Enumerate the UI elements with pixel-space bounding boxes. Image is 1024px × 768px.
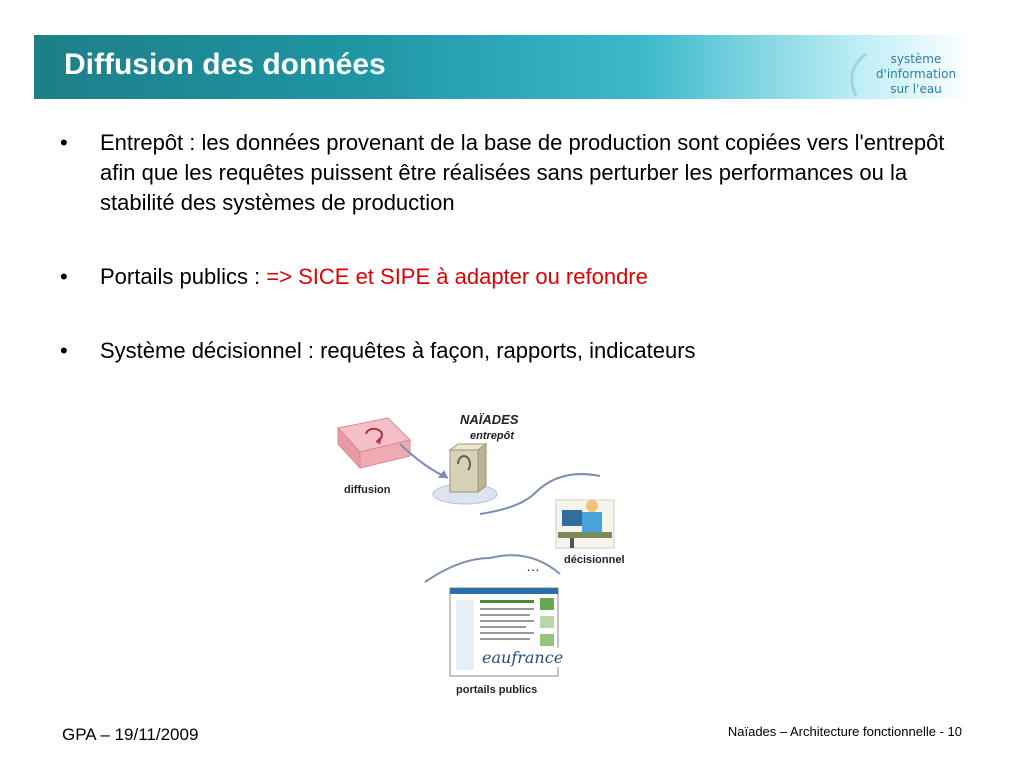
eaufrance-logo: eaufrance xyxy=(482,648,564,667)
bullet-entrepot xyxy=(60,128,980,218)
bullet-text: Système décisionnel : requêtes à façon, rapports, indicateurs xyxy=(100,338,696,363)
bullet-list xyxy=(60,128,980,366)
portails-label: portails publics xyxy=(456,684,538,696)
ellipsis-label: … xyxy=(526,558,540,574)
decisionnel-label: décisionnel xyxy=(564,554,625,566)
footer-date: GPA – 19/11/2009 xyxy=(62,725,199,744)
diffusion-router-icon xyxy=(338,418,410,468)
bullet-text: Entrepôt : les données provenant de la base de production sont copiées vers l'entrepôt afin que les requêtes puissent être réalisées sans perturber les performances ou la stabilité des systèmes de production xyxy=(100,130,945,215)
entrepot-label: entrepôt xyxy=(470,430,514,442)
bullet-marker: • xyxy=(60,130,68,155)
footer-page: Naïades – Architecture fonctionnelle - 10 xyxy=(727,724,962,739)
bullet-marker: • xyxy=(60,264,68,289)
diffusion-label: diffusion xyxy=(344,484,391,496)
logo-line-3: sur l'eau xyxy=(890,82,942,96)
bullet-portails xyxy=(60,262,980,292)
decisionnel-user-icon xyxy=(556,500,614,548)
slide-title: Diffusion des données xyxy=(64,48,386,81)
bullet-highlight: => SICE et SIPE à adapter ou refondre xyxy=(266,264,648,289)
naiades-label: NAÏADES xyxy=(460,412,519,427)
bullet-marker: • xyxy=(60,338,68,363)
bullet-decisionnel xyxy=(60,336,980,366)
logo-line-1: système xyxy=(890,52,942,66)
logo xyxy=(866,52,966,97)
logo-line-2: d'information xyxy=(875,67,957,81)
bullet-text: Portails publics : xyxy=(100,264,267,289)
architecture-diagram xyxy=(330,398,650,708)
